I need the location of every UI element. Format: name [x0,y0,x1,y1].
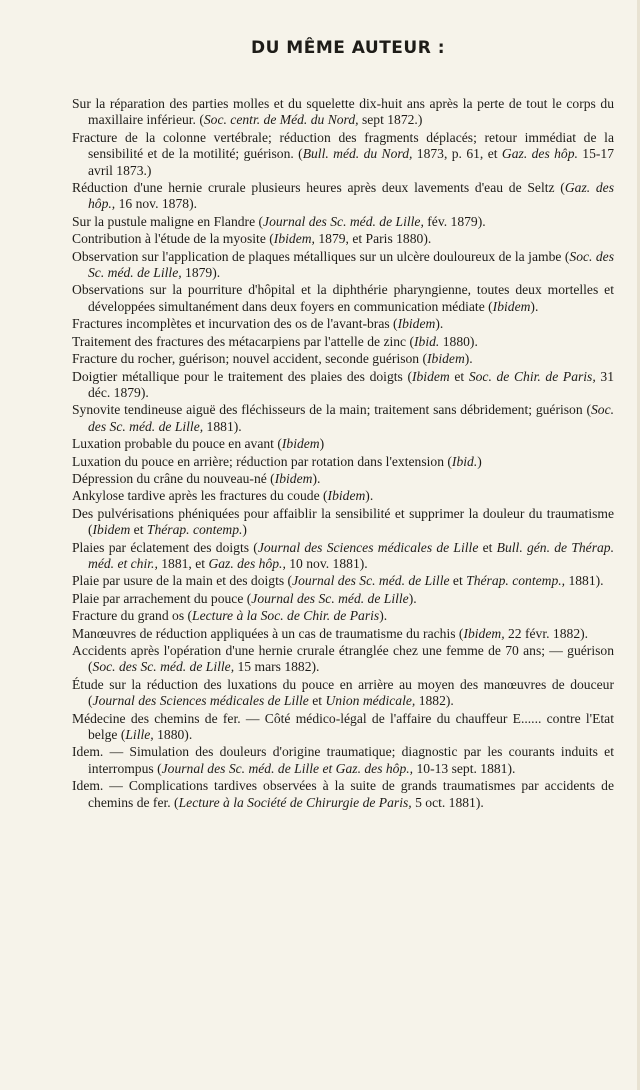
entry-text: et [130,522,147,538]
entry-text: ) [242,522,247,538]
bibliography-entry [72,334,614,350]
entry-text: Doigtier métallique pour le traitement des plaies des doigts ( [72,368,412,384]
citation-source: Thérap. contemp. [146,522,243,538]
bibliography-entry [72,282,614,315]
bibliography-entry [72,778,614,811]
entry-text: Synovite tendineuse aiguë des fléchisseurs de la main; traitement sans débridement; guérison ( [72,402,591,418]
entry-text: Accidents après l'opération d'une hernie crurale étranglée chez une femme de 70 ans; — guérison ( [72,643,614,675]
entry-text: Réduction d'une hernie crurale plusieurs heures après deux lavements d'eau de Seltz ( [72,180,565,196]
bibliography-entry [72,540,614,573]
citation-source: Soc. des Sc. méd. de Lille, [88,248,614,281]
citation-source: Ibidem [492,298,531,314]
citation-source: Thérap. contemp., [466,573,566,589]
entry-text: 1880). [153,727,193,743]
citation-source: Bull. méd. du Nord, [302,146,413,162]
bibliography-entry [72,96,614,129]
entry-text: Sur la réparation des parties molles et du squelette dix-huit ans après la perte de tout le corps du maxillaire inférieur. ( [72,96,614,128]
entry-text: 16 nov. 1878). [115,196,197,212]
entry-text: ). [312,470,321,486]
entry-text: et [308,693,326,709]
entry-text: 15 mars 1882). [234,659,320,675]
bibliography-entry [72,608,614,624]
citation-source: Union médicale, [325,693,416,709]
bibliography-entry [72,231,614,247]
bibliography-entry [72,351,614,367]
citation-source: Ibidem [411,368,450,384]
entry-text: fév. 1879). [423,213,486,229]
entry-text: et [449,368,469,384]
citation-source: Gaz. des hôp., [88,180,614,212]
entry-text: Fracture du grand os ( [72,608,193,624]
entry-text: ). [365,488,374,504]
bibliography-entry [72,677,614,710]
entry-text: Traitement des fractures des métacarpiens par l'attelle de zinc ( [72,333,415,349]
entry-text: ) [477,453,482,469]
entry-text: 1881). [565,573,604,589]
entry-text: Plaies par éclatement des doigts ( [72,539,258,555]
bibliography-entry [72,744,614,777]
bibliography-entry [72,454,614,470]
entry-text: Luxation du pouce en arrière; réduction par rotation dans l'extension ( [72,453,452,469]
citation-source: Soc. centr. de Méd. du Nord, [203,112,359,128]
entry-text: et [478,539,497,555]
entry-text: Sur la pustule maligne en Flandre ( [72,213,264,229]
bibliography-entry [72,130,614,179]
entry-text: ). [464,351,473,367]
entry-text: 1880). [439,333,478,349]
citation-source: Lecture à la Soc. de Chir. de Paris [192,608,380,624]
bibliography-entry [72,626,614,642]
bibliography-entry [72,643,614,676]
citation-source: Journal des Sc. méd. de Lille et Gaz. des hôp., [161,760,414,776]
citation-source: Gaz. des hôp., [208,555,286,571]
entry-text: Ankylose tardive après les fractures du coude ( [72,488,328,504]
citation-source: Soc. des Sc. méd. de Lille, [92,659,235,675]
entry-text: Observation sur l'application de plaques métalliques sur un ulcère douloureux de la jambe ( [72,248,570,264]
citation-source: Journal des Sc. méd. de Lille [251,590,409,606]
entry-text: 10 nov. 1881). [285,555,368,571]
entry-text: 1881). [203,418,242,434]
citation-source: Journal des Sciences médicales de Lille [257,539,479,555]
citation-source: Ibidem, [273,231,315,247]
bibliography-entry [72,316,614,332]
entry-text: 10-13 sept. 1881). [413,760,516,776]
bibliography-entry [72,471,614,487]
entry-text: ). [530,298,539,314]
entry-text: Plaie par usure de la main et des doigts ( [72,573,293,589]
entry-text: Manœuvres de réduction appliquées à un cas de traumatisme du rachis ( [72,625,464,641]
citation-source: Ibidem, [463,625,505,641]
entry-text: et [449,573,467,589]
entry-text: sept 1872.) [358,112,423,128]
entry-text: Médecine des chemins de fer. — Côté médico-légal de l'affaire du chauffeur E...... contre l'Etat belge ( [72,710,614,743]
entry-text: 15-17 avril 1873.) [88,146,615,178]
citation-source: Soc. des Sc. méd. de Lille, [88,402,614,434]
entry-text: Contribution à l'étude de la myosite ( [72,231,274,247]
entry-text: Idem. — Complications tardives observées à la suite de grands traumatismes par accidents de chemins de fer. ( [72,778,614,810]
entry-text: 22 févr. 1882). [504,625,589,641]
page-heading: DU MÊME AUTEUR : [250,38,446,58]
entry-text: 31 déc. 1879). [88,368,614,400]
bibliography-entry [72,402,614,435]
bibliography-entry [72,573,614,589]
entry-text: Idem. — Simulation des douleurs d'origine traumatique; diagnostic par les courants induits et interrompus ( [72,744,614,776]
citation-source: Ibidem [281,436,320,452]
citation-source: Ibid. [451,453,478,469]
citation-source: Ibidem [274,470,313,486]
bibliography-entry [72,711,614,744]
citation-source: Ibidem [427,351,465,367]
entry-text: 1879, et Paris 1880). [314,231,432,247]
citation-source: Bull. gén. de Thérap. méd. et chir., [88,539,614,571]
citation-source: Ibidem [92,522,131,538]
entry-text: 1882). [415,693,454,709]
bibliography-list [72,96,614,811]
citation-source: Soc. de Chir. de Paris, [468,368,596,384]
citation-source: Journal des Sc. méd. de Lille [292,573,450,589]
citation-source: Lille, [125,727,154,743]
bibliography-entry [72,506,614,539]
bibliography-entry [72,214,614,230]
bibliography-entry [72,180,614,213]
bibliography-entry [72,488,614,504]
entry-text: Luxation probable du pouce en avant ( [72,436,282,452]
entry-text: Fracture de la colonne vertébrale; réduction des fragments déplacés; retour immédiat de la sensibilité et de la motilité; guérison. ( [72,129,614,162]
entry-text: Étude sur la réduction des luxations du pouce en arrière au moyen des manœuvres de douceur ( [72,676,614,709]
entry-text: ). [379,608,388,624]
entry-text: 1879). [181,265,221,281]
entry-text: ) [319,436,325,452]
entry-text: Dépression du crâne du nouveau-né ( [72,470,275,486]
entry-text: Plaie par arrachement du pouce ( [72,590,252,606]
bibliography-entry [72,369,614,402]
entry-text: 1881, et [157,555,209,571]
entry-text: 1873, p. 61, et [412,146,502,162]
citation-source: Journal des Sc. méd. de Lille, [263,213,424,229]
entry-text: Fracture du rocher, guérison; nouvel accident, seconde guérison ( [72,351,428,367]
bibliography-entry [72,436,614,452]
citation-source: Gaz. des hôp. [501,146,578,162]
citation-source: Ibidem [327,488,366,504]
entry-text: Des pulvérisations phéniquées pour affaiblir la sensibilité et supprimer la douleur du traumatisme ( [72,505,614,538]
entry-text: ). [435,316,444,332]
citation-source: Journal des Sciences médicales de Lille [92,693,309,709]
bibliography-entry [72,591,614,607]
entry-text: Observations sur la pourriture d'hôpital et la diphthérie pharyngienne, toutes deux mortelles et développées simultanément dans deux foyers en communication médiate ( [72,282,614,314]
citation-source: Lecture à la Société de Chirurgie de Paris, [178,794,412,810]
citation-source: Ibid. [414,333,440,349]
bibliography-entry [72,249,614,282]
entry-text: 5 oct. 1881). [411,794,484,810]
entry-text: Fractures incomplètes et incurvation des os de l'avant-bras ( [72,316,398,332]
citation-source: Ibidem [397,316,436,332]
entry-text: ). [408,590,417,606]
